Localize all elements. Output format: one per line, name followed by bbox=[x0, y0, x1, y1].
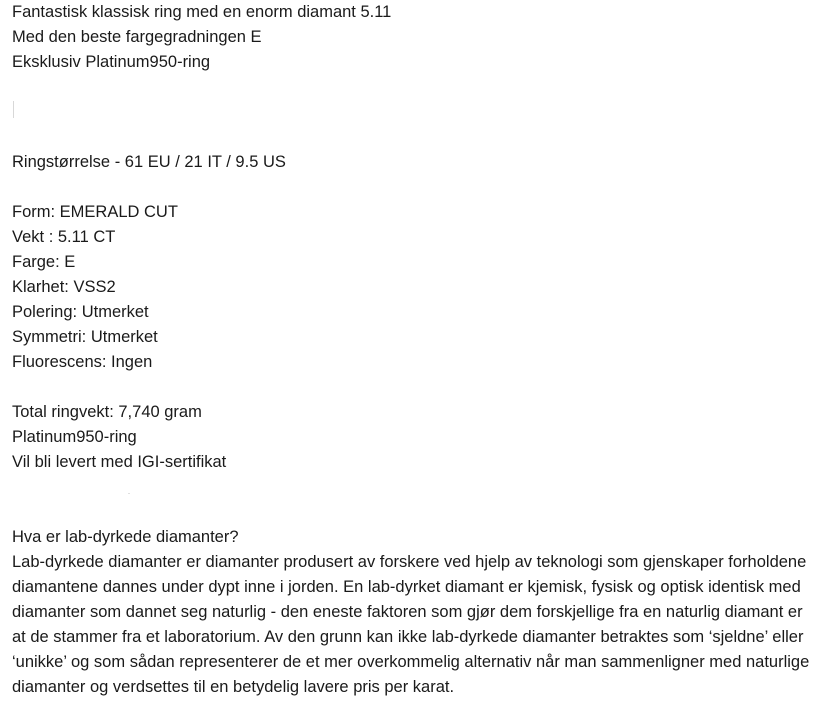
intro-line-2: Med den beste fargegradningen E bbox=[12, 28, 262, 46]
text-cursor-mark bbox=[13, 101, 14, 118]
spec-color: Farge: E bbox=[12, 253, 76, 271]
intro-line-3: Eksklusiv Platinum950-ring bbox=[12, 53, 211, 71]
faq-answer: Lab-dyrkede diamanter er diamanter produsert av forskere ved hjelp av teknologi som gjenskaper forholdene diamantene dannes under dypt inne i jorden. En lab-dyrket diamant er kjemisk, fysisk og optisk identisk med diamanter som dannet seg naturlig - den eneste faktoren som gjør dem forskjellige fra en naturlig diamant er at de stammer fra et laboratorium. Av den grunn kan ikke lab-dyrkede diamanter betraktes som ‘sjeldne’ eller ‘unikke’ og som sådan representerer de et mer overkommelig alternativ når man sammenligner med naturlige diamanter og verdsettes til en betydelig lavere pris per karat. bbox=[12, 553, 810, 696]
spec-clarity: Klarhet: VSS2 bbox=[12, 278, 116, 296]
ring-size: Ringstørrelse - 61 EU / 21 IT / 9.5 US bbox=[12, 153, 286, 171]
spacer bbox=[12, 475, 820, 525]
spec-polish: Polering: Utmerket bbox=[12, 303, 149, 321]
spacer bbox=[12, 75, 820, 125]
detail-material: Platinum950-ring bbox=[12, 428, 137, 446]
detail-list bbox=[12, 400, 820, 475]
faq-question: Hva er lab-dyrkede diamanter? bbox=[12, 528, 239, 546]
detail-total-weight: Total ringvekt: 7,740 gram bbox=[12, 403, 202, 421]
detail-certificate: Vil bli levert med IGI-sertifikat bbox=[12, 453, 227, 471]
spec-symmetry: Symmetri: Utmerket bbox=[12, 328, 158, 346]
intro-line-1: Fantastisk klassisk ring med en enorm diamant 5.11 bbox=[12, 3, 392, 21]
spacer bbox=[12, 125, 820, 150]
spec-fluorescence: Fluorescens: Ingen bbox=[12, 353, 153, 371]
spacer bbox=[12, 175, 820, 200]
spacer bbox=[12, 375, 820, 400]
spec-weight: Vekt : 5.11 CT bbox=[12, 228, 116, 246]
spec-list bbox=[12, 200, 820, 375]
product-description bbox=[12, 0, 820, 700]
spec-shape: Form: EMERALD CUT bbox=[12, 203, 178, 221]
stray-dot-mark bbox=[128, 493, 130, 494]
